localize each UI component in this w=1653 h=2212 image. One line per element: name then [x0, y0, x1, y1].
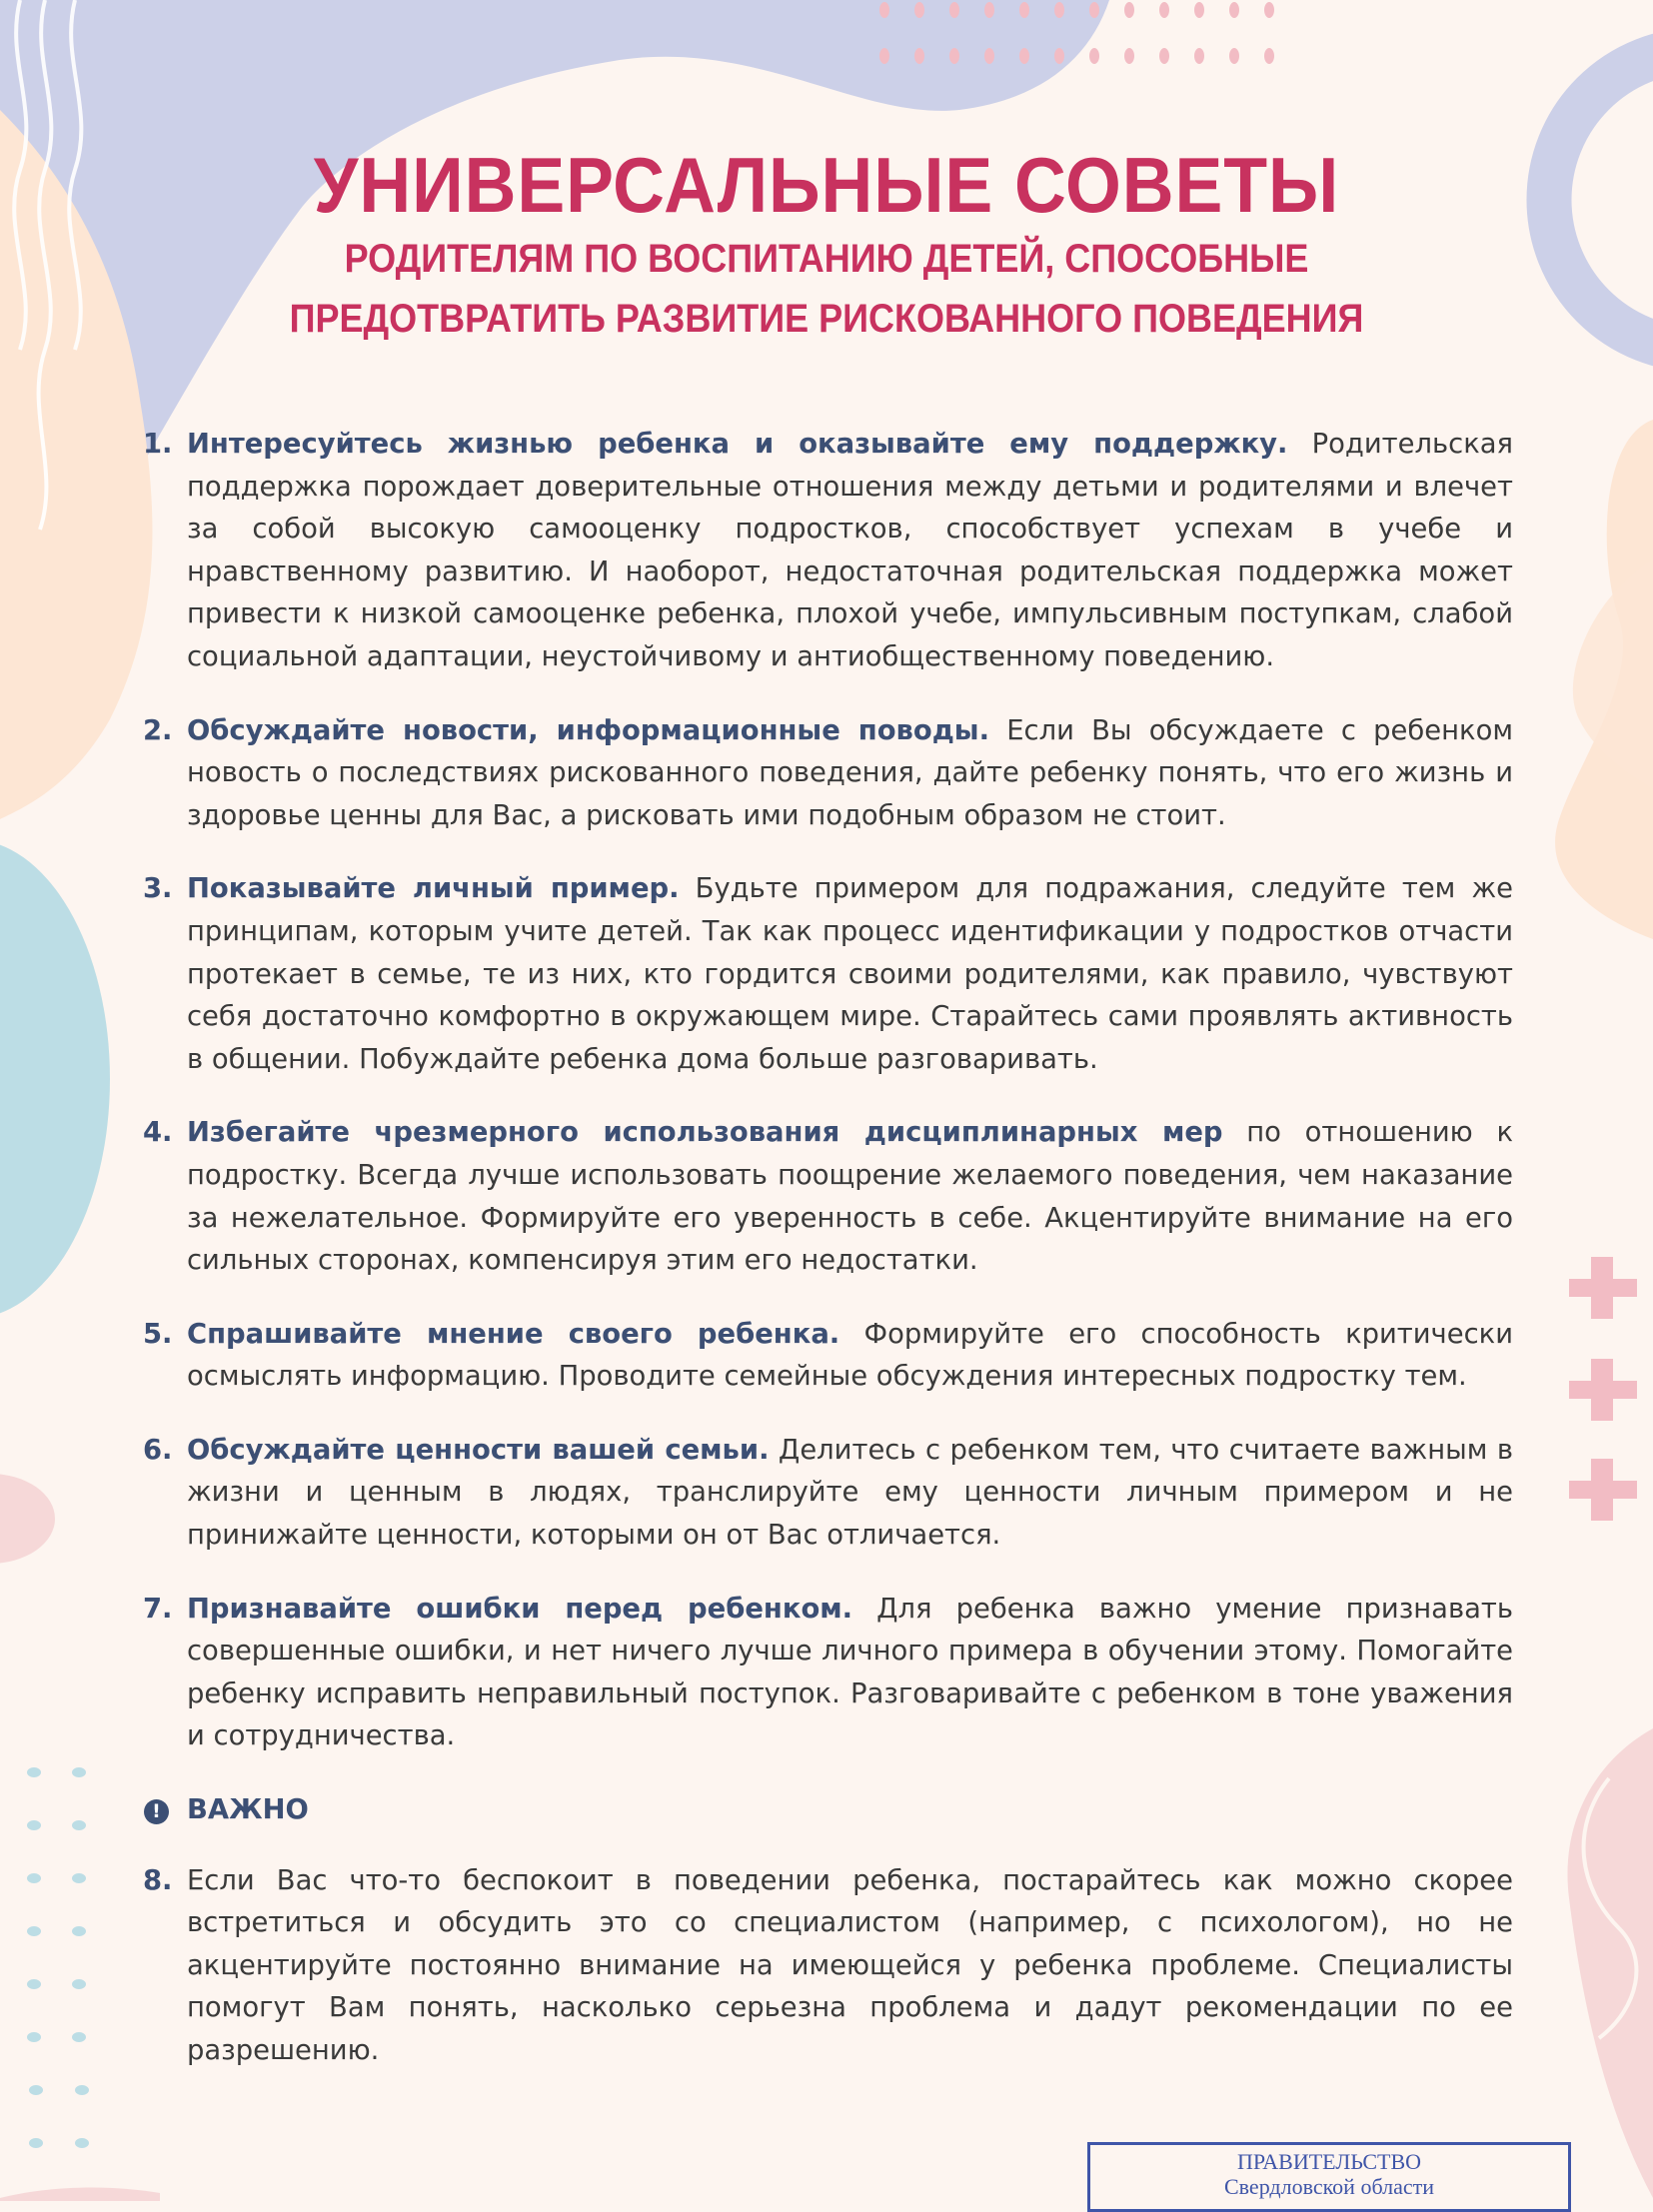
tip-lead: Показывайте личный пример. [187, 873, 680, 905]
tip-lead: Признавайте ошибки перед ребенком. [187, 1593, 853, 1625]
tip-text: Если Вас что-то беспокоит в поведении ребенка, постарайтесь как можно скорее встретиться и обсудить это со специалистом (например, с психологом), но не акцентируйте постоянно внимание на имеющейся у ребенка проблеме. Специалисты помогут Вам понять, насколько серьезна проблема и дадут рекомендации по ее разрешению. [187, 1864, 1513, 2066]
tip-item [140, 1589, 1513, 1758]
tip-text: Родительская поддержка порождает доверительные отношения между детьми и родителями и влечет за собой высокую самооценку подростков, способствует успехам в учебе и нравственному развитию. И наоборот, недостаточная родительская поддержка может привести к низкой самооценке ребенка, плохой учебе, импульсивным поступкам, слабой социальной адаптации, неустойчивому и антиобщественному поведению. [187, 429, 1513, 672]
tip-text: Будьте примером для подражания, следуйте тем же принципам, которым учите детей. Так как процесс идентификации у подростков отчасти протекает в семье, те из них, кто гордится своими родителями, как правило, чувствуют себя достаточно комфортно в окружающем мире. Старайтесь сами проявлять активность в общении. Побуждайте ребенка дома больше разговаривать. [187, 873, 1513, 1075]
tips-list [140, 424, 1513, 2104]
tip-text: Формируйте его способность критически осмыслять информацию. Проводите семейные обсуждения интересных подростку тем. [187, 1318, 1513, 1393]
tip-number: 6. [143, 1434, 173, 1466]
tip-text: Если Вы обсуждаете с ребенком новость о последствиях рискованного поведения, дайте ребенку понять, что его жизнь и здоровье ценны для Вас, а рисковать ими подобным образом не стоит. [187, 714, 1513, 831]
org-line-1: ПРАВИТЕЛЬСТВО [1236, 2149, 1422, 2174]
tip-item [140, 868, 1513, 1081]
page-title: УНИВЕРСАЛЬНЫЕ СОВЕТЫ [313, 141, 1340, 229]
tip-text: Делитесь с ребенком тем, что считаете важным в жизни и ценным в людях, транслируйте ему ценности личным примером и не принижайте ценности, которыми он от Вас отличается. [187, 1434, 1513, 1552]
tip-text: по отношению к подростку. Всегда лучше использовать поощрение желаемого поведения, чем наказание за нежелательное. Формируйте его уверенность в себе. Акцентируйте внимание на его сильных сторонах, компенсируя этим его недостатки. [187, 1117, 1513, 1277]
tip-text: Для ребенка важно умение признавать совершенные ошибки, и нет ничего лучше личного примера в обучении этому. Помогайте ребенку исправить неправильный поступок. Разговаривайте с ребенком в тоне уважения и сотрудничества. [187, 1593, 1513, 1752]
tip-lead: Спрашивайте мнение своего ребенка. [187, 1318, 840, 1350]
tip-lead: Интересуйтесь жизнью ребенка и оказывайте ему поддержку. [187, 429, 1288, 460]
important-label: ВАЖНО [187, 1794, 309, 1826]
tip-number: 7. [143, 1593, 173, 1625]
tip-item [140, 710, 1513, 838]
government-logo [1087, 2142, 1571, 2212]
tip-number: 5. [143, 1318, 173, 1350]
tip-number: 2. [143, 714, 173, 746]
tip-number: 8. [143, 1864, 173, 1896]
tip-number: 3. [143, 873, 173, 905]
org-line-2: Свердловской области [1224, 2174, 1434, 2199]
tip-item [140, 1314, 1513, 1399]
tip-lead: Избегайте чрезмерного использования дисциплинарных мер [187, 1117, 1223, 1149]
tip-item [140, 424, 1513, 679]
tip-item [140, 1430, 1513, 1558]
tip-item [140, 1112, 1513, 1282]
subtitle-line-1: РОДИТЕЛЯМ ПО ВОСПИТАНИЮ ДЕТЕЙ, СПОСОБНЫЕ [344, 237, 1309, 281]
important-heading [140, 1789, 1513, 1832]
final-tip-item [140, 1860, 1513, 2073]
tip-lead: Обсуждайте новости, информационные поводы. [187, 714, 989, 746]
subtitle-line-2: ПРЕДОТВРАТИТЬ РАЗВИТИЕ РИСКОВАННОГО ПОВЕДЕНИЯ [289, 297, 1364, 341]
tip-lead: Обсуждайте ценности вашей семьи. [187, 1434, 770, 1466]
tip-number: 1. [143, 429, 173, 460]
exclamation-circle-icon: ! [144, 1799, 169, 1824]
tip-number: 4. [143, 1117, 173, 1149]
